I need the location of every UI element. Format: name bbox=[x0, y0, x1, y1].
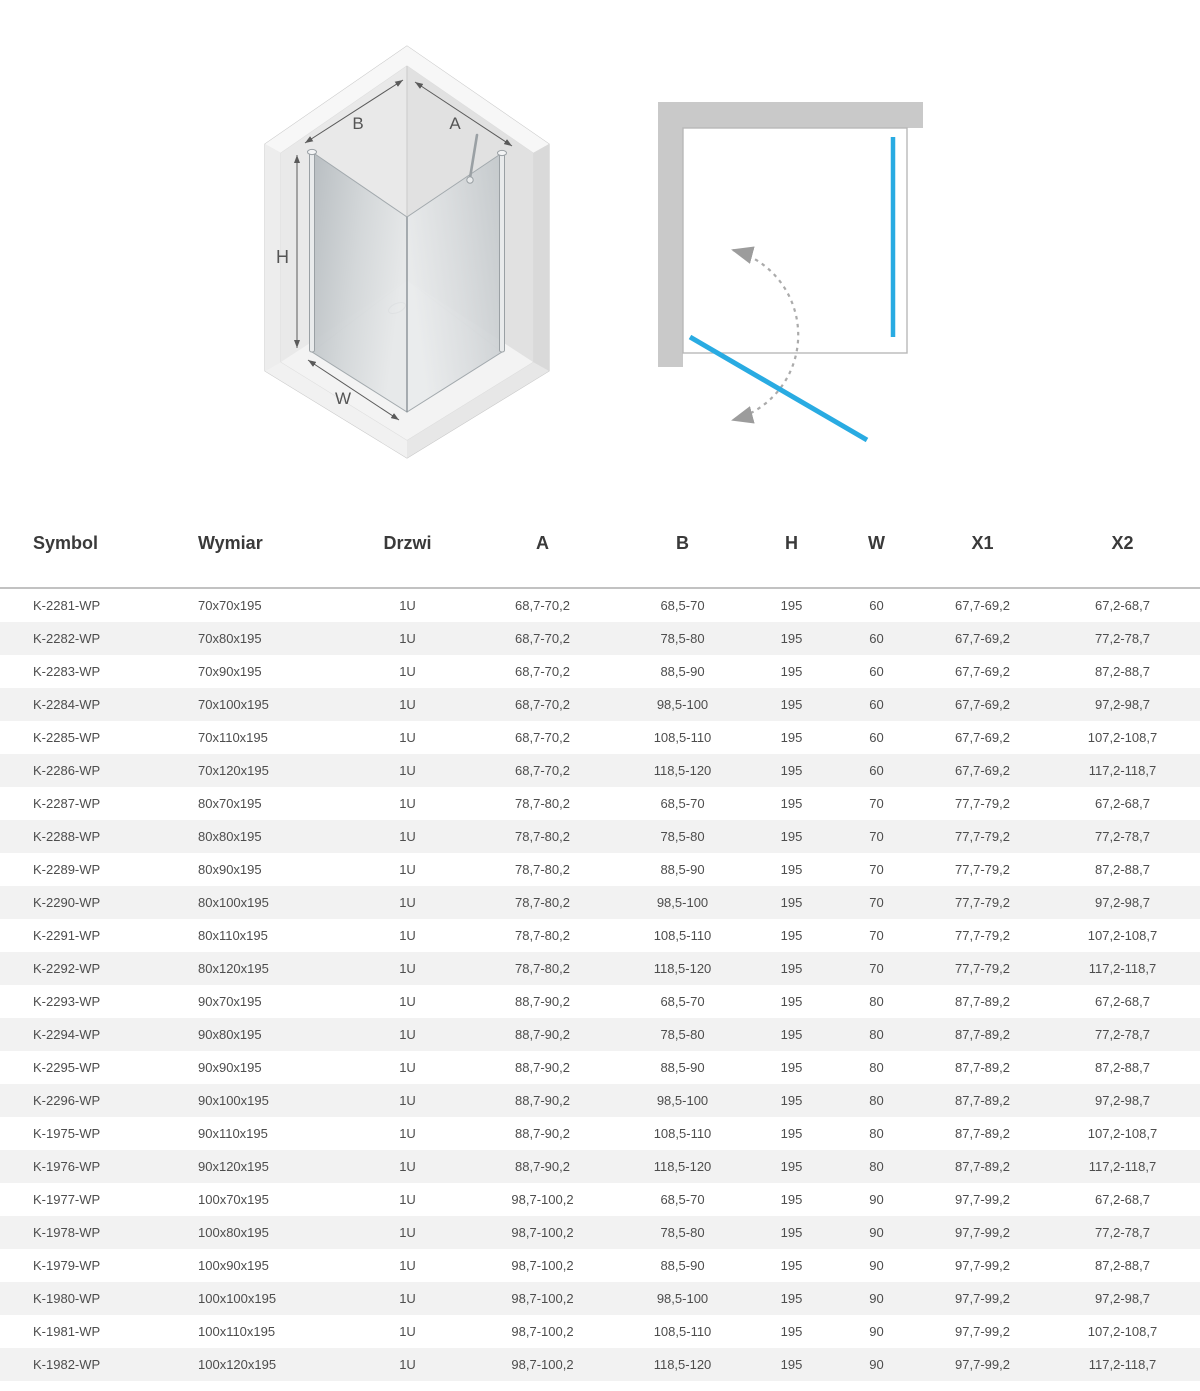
cell-x2: 77,2-78,7 bbox=[1095, 829, 1150, 844]
cell-x1: 97,7-99,2 bbox=[955, 1225, 1010, 1240]
table-row bbox=[0, 655, 1200, 688]
cell-a: 78,7-80,2 bbox=[515, 928, 570, 943]
cell-w: 80 bbox=[869, 1159, 884, 1174]
cell-b: 88,5-90 bbox=[660, 862, 705, 877]
column-header-symbol: Symbol bbox=[0, 515, 165, 588]
diagram-section bbox=[0, 0, 1200, 515]
cell-x1: 67,7-69,2 bbox=[955, 763, 1010, 778]
cell-a: 68,7-70,2 bbox=[515, 697, 570, 712]
cell-h: 195 bbox=[780, 1357, 803, 1372]
column-header-x2: X2 bbox=[1045, 515, 1200, 588]
cell-x2: 77,2-78,7 bbox=[1095, 631, 1150, 646]
cell-a: 78,7-80,2 bbox=[515, 829, 570, 844]
cell-symbol: K-1975-WP bbox=[33, 1126, 101, 1141]
cell-drzwi: 1U bbox=[399, 796, 416, 811]
cell-b: 78,5-80 bbox=[660, 631, 705, 646]
cell-h: 195 bbox=[780, 1093, 803, 1108]
cell-x2: 87,2-88,7 bbox=[1095, 1258, 1150, 1273]
cell-x2: 97,2-98,7 bbox=[1095, 1291, 1150, 1306]
cell-w: 80 bbox=[869, 1093, 884, 1108]
cell-wymiar: 80x90x195 bbox=[198, 862, 262, 877]
cell-symbol: K-2291-WP bbox=[33, 928, 101, 943]
cell-b: 98,5-100 bbox=[656, 1291, 709, 1306]
cell-h: 195 bbox=[780, 1291, 803, 1306]
column-header-drzwi: Drzwi bbox=[345, 515, 470, 588]
cell-wymiar: 100x90x195 bbox=[198, 1258, 269, 1273]
table-row bbox=[0, 622, 1200, 655]
cell-wymiar: 90x100x195 bbox=[198, 1093, 269, 1108]
cell-x1: 97,7-99,2 bbox=[955, 1324, 1010, 1339]
cell-drzwi: 1U bbox=[399, 631, 416, 646]
cell-w: 90 bbox=[869, 1291, 884, 1306]
cell-b: 118,5-120 bbox=[653, 1357, 712, 1372]
dimension-label-a: A bbox=[449, 114, 461, 133]
column-header-a: A bbox=[470, 515, 615, 588]
cell-w: 60 bbox=[869, 631, 884, 646]
cell-x1: 87,7-89,2 bbox=[955, 994, 1010, 1009]
cell-a: 88,7-90,2 bbox=[515, 1126, 570, 1141]
cell-a: 88,7-90,2 bbox=[515, 1027, 570, 1042]
cell-w: 70 bbox=[869, 895, 884, 910]
cell-x1: 87,7-89,2 bbox=[955, 1126, 1010, 1141]
cell-symbol: K-2284-WP bbox=[33, 697, 101, 712]
cell-wymiar: 70x70x195 bbox=[198, 598, 262, 613]
cell-w: 80 bbox=[869, 1027, 884, 1042]
cell-h: 195 bbox=[780, 697, 803, 712]
cell-wymiar: 70x80x195 bbox=[198, 631, 262, 646]
table-row bbox=[0, 1150, 1200, 1183]
cell-a: 88,7-90,2 bbox=[515, 1060, 570, 1075]
cell-b: 88,5-90 bbox=[660, 1060, 705, 1075]
cell-symbol: K-2282-WP bbox=[33, 631, 101, 646]
cell-x1: 97,7-99,2 bbox=[955, 1357, 1010, 1372]
cell-x2: 77,2-78,7 bbox=[1095, 1027, 1150, 1042]
cell-a: 98,7-100,2 bbox=[511, 1324, 574, 1339]
table-row bbox=[0, 853, 1200, 886]
dimension-label-w: W bbox=[334, 389, 352, 408]
cell-drzwi: 1U bbox=[399, 598, 416, 613]
cell-x1: 77,7-79,2 bbox=[955, 862, 1010, 877]
cell-symbol: K-2281-WP bbox=[33, 598, 101, 613]
cell-x1: 97,7-99,2 bbox=[955, 1192, 1010, 1207]
cell-a: 68,7-70,2 bbox=[515, 631, 570, 646]
spec-table-body bbox=[0, 588, 1200, 1381]
cell-b: 108,5-110 bbox=[653, 1126, 712, 1141]
cell-a: 88,7-90,2 bbox=[515, 1159, 570, 1174]
cell-drzwi: 1U bbox=[399, 1357, 416, 1372]
cell-b: 98,5-100 bbox=[656, 697, 709, 712]
cell-wymiar: 100x120x195 bbox=[198, 1357, 277, 1372]
cell-drzwi: 1U bbox=[399, 1126, 416, 1141]
cell-w: 70 bbox=[869, 829, 884, 844]
cell-symbol: K-2295-WP bbox=[33, 1060, 101, 1075]
cell-drzwi: 1U bbox=[399, 1324, 416, 1339]
table-row bbox=[0, 1084, 1200, 1117]
cell-wymiar: 100x70x195 bbox=[198, 1192, 269, 1207]
table-row bbox=[0, 985, 1200, 1018]
cell-b: 68,5-70 bbox=[660, 796, 705, 811]
cell-x1: 77,7-79,2 bbox=[955, 796, 1010, 811]
cell-x2: 67,2-68,7 bbox=[1095, 796, 1150, 811]
cell-a: 88,7-90,2 bbox=[515, 994, 570, 1009]
cell-drzwi: 1U bbox=[399, 961, 416, 976]
table-row bbox=[0, 1216, 1200, 1249]
cell-wymiar: 80x110x195 bbox=[198, 928, 268, 943]
cell-drzwi: 1U bbox=[399, 928, 416, 943]
cell-drzwi: 1U bbox=[399, 1258, 416, 1273]
cell-x2: 117,2-118,7 bbox=[1088, 1357, 1157, 1372]
cell-x2: 87,2-88,7 bbox=[1095, 664, 1150, 679]
cell-drzwi: 1U bbox=[399, 763, 416, 778]
cell-drzwi: 1U bbox=[399, 697, 416, 712]
cell-x2: 97,2-98,7 bbox=[1095, 697, 1150, 712]
cell-w: 80 bbox=[869, 1126, 884, 1141]
cell-h: 195 bbox=[780, 730, 803, 745]
cell-symbol: K-1980-WP bbox=[33, 1291, 101, 1306]
cell-h: 195 bbox=[780, 994, 803, 1009]
cell-wymiar: 80x70x195 bbox=[198, 796, 262, 811]
cell-drzwi: 1U bbox=[399, 1060, 416, 1075]
cell-wymiar: 90x120x195 bbox=[198, 1159, 269, 1174]
table-row bbox=[0, 886, 1200, 919]
cell-wymiar: 80x100x195 bbox=[198, 895, 269, 910]
table-row bbox=[0, 952, 1200, 985]
cell-x2: 97,2-98,7 bbox=[1095, 895, 1150, 910]
cell-h: 195 bbox=[780, 664, 803, 679]
cell-h: 195 bbox=[780, 631, 803, 646]
table-row bbox=[0, 820, 1200, 853]
cell-w: 70 bbox=[869, 961, 884, 976]
cell-x2: 107,2-108,7 bbox=[1087, 1126, 1158, 1141]
cell-symbol: K-2290-WP bbox=[33, 895, 101, 910]
cell-x1: 77,7-79,2 bbox=[955, 895, 1010, 910]
cell-wymiar: 80x80x195 bbox=[198, 829, 262, 844]
cell-x2: 97,2-98,7 bbox=[1095, 1093, 1150, 1108]
cell-b: 78,5-80 bbox=[660, 1027, 705, 1042]
wall-profile-left bbox=[310, 152, 315, 352]
cell-a: 78,7-80,2 bbox=[515, 895, 570, 910]
column-header-h: H bbox=[750, 515, 833, 588]
wall-profile-left-cap bbox=[308, 149, 317, 154]
enclosure-outline bbox=[683, 128, 907, 353]
wall-profile-right bbox=[500, 153, 505, 352]
cell-symbol: K-1978-WP bbox=[33, 1225, 101, 1240]
cell-h: 195 bbox=[780, 598, 803, 613]
cell-h: 195 bbox=[780, 961, 803, 976]
cell-b: 88,5-90 bbox=[660, 664, 705, 679]
cell-a: 98,7-100,2 bbox=[511, 1225, 574, 1240]
cell-drzwi: 1U bbox=[399, 1192, 416, 1207]
cell-drzwi: 1U bbox=[399, 1159, 416, 1174]
cell-b: 68,5-70 bbox=[660, 1192, 705, 1207]
cell-h: 195 bbox=[780, 1060, 803, 1075]
cell-a: 78,7-80,2 bbox=[515, 796, 570, 811]
cell-x2: 117,2-118,7 bbox=[1088, 763, 1157, 778]
spec-table bbox=[0, 515, 1200, 1381]
cell-wymiar: 70x110x195 bbox=[198, 730, 268, 745]
cell-symbol: K-2287-WP bbox=[33, 796, 101, 811]
cell-h: 195 bbox=[780, 1159, 803, 1174]
cell-h: 195 bbox=[780, 796, 803, 811]
table-row bbox=[0, 1018, 1200, 1051]
cell-w: 90 bbox=[869, 1192, 884, 1207]
cell-symbol: K-2293-WP bbox=[33, 994, 101, 1009]
dimension-label-b: B bbox=[352, 114, 364, 133]
cell-wymiar: 70x120x195 bbox=[198, 763, 269, 778]
door-handle-knob bbox=[467, 177, 473, 183]
cell-h: 195 bbox=[780, 1324, 803, 1339]
wall-profile-right-cap bbox=[498, 150, 507, 155]
cell-symbol: K-2292-WP bbox=[33, 961, 101, 976]
cell-x1: 87,7-89,2 bbox=[955, 1093, 1010, 1108]
cell-x1: 77,7-79,2 bbox=[955, 961, 1010, 976]
table-row bbox=[0, 688, 1200, 721]
table-row bbox=[0, 787, 1200, 820]
cell-drzwi: 1U bbox=[399, 1291, 416, 1306]
wall-top bbox=[658, 102, 923, 128]
cell-h: 195 bbox=[780, 763, 803, 778]
cell-symbol: K-2283-WP bbox=[33, 664, 101, 679]
column-header-wymiar: Wymiar bbox=[165, 515, 345, 588]
cell-symbol: K-2296-WP bbox=[33, 1093, 101, 1108]
cell-x1: 67,7-69,2 bbox=[955, 697, 1010, 712]
cell-x2: 67,2-68,7 bbox=[1095, 994, 1150, 1009]
cell-x1: 87,7-89,2 bbox=[955, 1159, 1010, 1174]
cell-x2: 87,2-88,7 bbox=[1095, 1060, 1150, 1075]
cell-wymiar: 90x70x195 bbox=[198, 994, 262, 1009]
cell-b: 88,5-90 bbox=[660, 1258, 705, 1273]
cell-b: 108,5-110 bbox=[653, 1324, 712, 1339]
cell-a: 78,7-80,2 bbox=[515, 961, 570, 976]
cell-b: 78,5-80 bbox=[660, 829, 705, 844]
cell-wymiar: 100x80x195 bbox=[198, 1225, 269, 1240]
cell-x2: 67,2-68,7 bbox=[1095, 598, 1150, 613]
table-row bbox=[0, 1348, 1200, 1381]
cell-symbol: K-1979-WP bbox=[33, 1258, 101, 1273]
cell-h: 195 bbox=[780, 862, 803, 877]
cell-symbol: K-1981-WP bbox=[33, 1324, 101, 1339]
cell-x1: 67,7-69,2 bbox=[955, 598, 1010, 613]
cell-symbol: K-2288-WP bbox=[33, 829, 101, 844]
cell-a: 88,7-90,2 bbox=[515, 1093, 570, 1108]
cell-x2: 67,2-68,7 bbox=[1095, 1192, 1150, 1207]
table-row bbox=[0, 754, 1200, 787]
table-row bbox=[0, 1183, 1200, 1216]
cell-wymiar: 90x80x195 bbox=[198, 1027, 262, 1042]
column-header-x1: X1 bbox=[920, 515, 1045, 588]
cell-drzwi: 1U bbox=[399, 1027, 416, 1042]
cell-b: 68,5-70 bbox=[660, 598, 705, 613]
cell-h: 195 bbox=[780, 1225, 803, 1240]
cell-symbol: K-1977-WP bbox=[33, 1192, 101, 1207]
table-row bbox=[0, 1315, 1200, 1348]
dimension-label-h: H bbox=[276, 247, 289, 267]
cell-wymiar: 90x90x195 bbox=[198, 1060, 262, 1075]
cell-h: 195 bbox=[780, 1258, 803, 1273]
cell-b: 118,5-120 bbox=[653, 763, 712, 778]
cell-h: 195 bbox=[780, 829, 803, 844]
cell-x1: 87,7-89,2 bbox=[955, 1027, 1010, 1042]
cell-b: 108,5-110 bbox=[653, 928, 712, 943]
cell-w: 60 bbox=[869, 664, 884, 679]
cell-x2: 117,2-118,7 bbox=[1088, 961, 1157, 976]
table-row bbox=[0, 1249, 1200, 1282]
cell-x1: 67,7-69,2 bbox=[955, 631, 1010, 646]
cell-drzwi: 1U bbox=[399, 862, 416, 877]
cell-wymiar: 70x100x195 bbox=[198, 697, 269, 712]
cell-drzwi: 1U bbox=[399, 895, 416, 910]
cell-a: 98,7-100,2 bbox=[511, 1258, 574, 1273]
cell-b: 118,5-120 bbox=[653, 1159, 712, 1174]
cell-a: 98,7-100,2 bbox=[511, 1291, 574, 1306]
cell-a: 68,7-70,2 bbox=[515, 598, 570, 613]
cell-drzwi: 1U bbox=[399, 1093, 416, 1108]
table-row bbox=[0, 919, 1200, 952]
cell-drzwi: 1U bbox=[399, 730, 416, 745]
cell-symbol: K-1976-WP bbox=[33, 1159, 101, 1174]
cell-h: 195 bbox=[780, 928, 803, 943]
cell-w: 80 bbox=[869, 1060, 884, 1075]
cell-wymiar: 100x100x195 bbox=[198, 1291, 277, 1306]
table-row bbox=[0, 588, 1200, 622]
cell-a: 68,7-70,2 bbox=[515, 763, 570, 778]
top-view-diagram bbox=[650, 95, 940, 450]
wall-left bbox=[658, 128, 683, 367]
cell-h: 195 bbox=[780, 1192, 803, 1207]
cell-w: 80 bbox=[869, 994, 884, 1009]
cell-b: 98,5-100 bbox=[656, 895, 709, 910]
cell-x1: 87,7-89,2 bbox=[955, 1060, 1010, 1075]
isometric-shower-diagram bbox=[258, 40, 558, 470]
slab-right-edge bbox=[533, 144, 549, 371]
cell-w: 90 bbox=[869, 1258, 884, 1273]
cell-symbol: K-2286-WP bbox=[33, 763, 101, 778]
cell-w: 60 bbox=[869, 730, 884, 745]
cell-x2: 107,2-108,7 bbox=[1087, 928, 1158, 943]
cell-b: 108,5-110 bbox=[653, 730, 712, 745]
cell-wymiar: 80x120x195 bbox=[198, 961, 269, 976]
cell-a: 98,7-100,2 bbox=[511, 1357, 574, 1372]
cell-w: 60 bbox=[869, 697, 884, 712]
cell-b: 118,5-120 bbox=[653, 961, 712, 976]
cell-w: 70 bbox=[869, 796, 884, 811]
cell-wymiar: 70x90x195 bbox=[198, 664, 262, 679]
cell-w: 60 bbox=[869, 598, 884, 613]
cell-drzwi: 1U bbox=[399, 664, 416, 679]
cell-a: 68,7-70,2 bbox=[515, 664, 570, 679]
cell-w: 90 bbox=[869, 1225, 884, 1240]
column-header-b: B bbox=[615, 515, 750, 588]
cell-h: 195 bbox=[780, 1126, 803, 1141]
cell-wymiar: 100x110x195 bbox=[198, 1324, 276, 1339]
cell-drzwi: 1U bbox=[399, 994, 416, 1009]
cell-a: 78,7-80,2 bbox=[515, 862, 570, 877]
cell-a: 68,7-70,2 bbox=[515, 730, 570, 745]
cell-x2: 77,2-78,7 bbox=[1095, 1225, 1150, 1240]
cell-x1: 77,7-79,2 bbox=[955, 928, 1010, 943]
cell-x1: 77,7-79,2 bbox=[955, 829, 1010, 844]
cell-symbol: K-2285-WP bbox=[33, 730, 101, 745]
cell-w: 70 bbox=[869, 928, 884, 943]
cell-symbol: K-1982-WP bbox=[33, 1357, 101, 1372]
cell-b: 68,5-70 bbox=[660, 994, 705, 1009]
cell-h: 195 bbox=[780, 1027, 803, 1042]
table-row bbox=[0, 1051, 1200, 1084]
cell-symbol: K-2289-WP bbox=[33, 862, 101, 877]
table-row bbox=[0, 1282, 1200, 1315]
table-row bbox=[0, 1117, 1200, 1150]
table-row bbox=[0, 721, 1200, 754]
cell-drzwi: 1U bbox=[399, 829, 416, 844]
cell-x1: 97,7-99,2 bbox=[955, 1258, 1010, 1273]
cell-drzwi: 1U bbox=[399, 1225, 416, 1240]
cell-x1: 67,7-69,2 bbox=[955, 664, 1010, 679]
cell-x1: 67,7-69,2 bbox=[955, 730, 1010, 745]
cell-w: 70 bbox=[869, 862, 884, 877]
cell-x2: 107,2-108,7 bbox=[1087, 1324, 1158, 1339]
cell-symbol: K-2294-WP bbox=[33, 1027, 101, 1042]
cell-w: 60 bbox=[869, 763, 884, 778]
cell-x2: 107,2-108,7 bbox=[1087, 730, 1158, 745]
cell-x2: 87,2-88,7 bbox=[1095, 862, 1150, 877]
cell-h: 195 bbox=[780, 895, 803, 910]
cell-wymiar: 90x110x195 bbox=[198, 1126, 268, 1141]
table-header-row bbox=[0, 515, 1200, 588]
cell-w: 90 bbox=[869, 1324, 884, 1339]
column-header-w: W bbox=[833, 515, 920, 588]
cell-b: 78,5-80 bbox=[660, 1225, 705, 1240]
cell-w: 90 bbox=[869, 1357, 884, 1372]
cell-b: 98,5-100 bbox=[656, 1093, 709, 1108]
cell-a: 98,7-100,2 bbox=[511, 1192, 574, 1207]
cell-x2: 117,2-118,7 bbox=[1088, 1159, 1157, 1174]
cell-x1: 97,7-99,2 bbox=[955, 1291, 1010, 1306]
